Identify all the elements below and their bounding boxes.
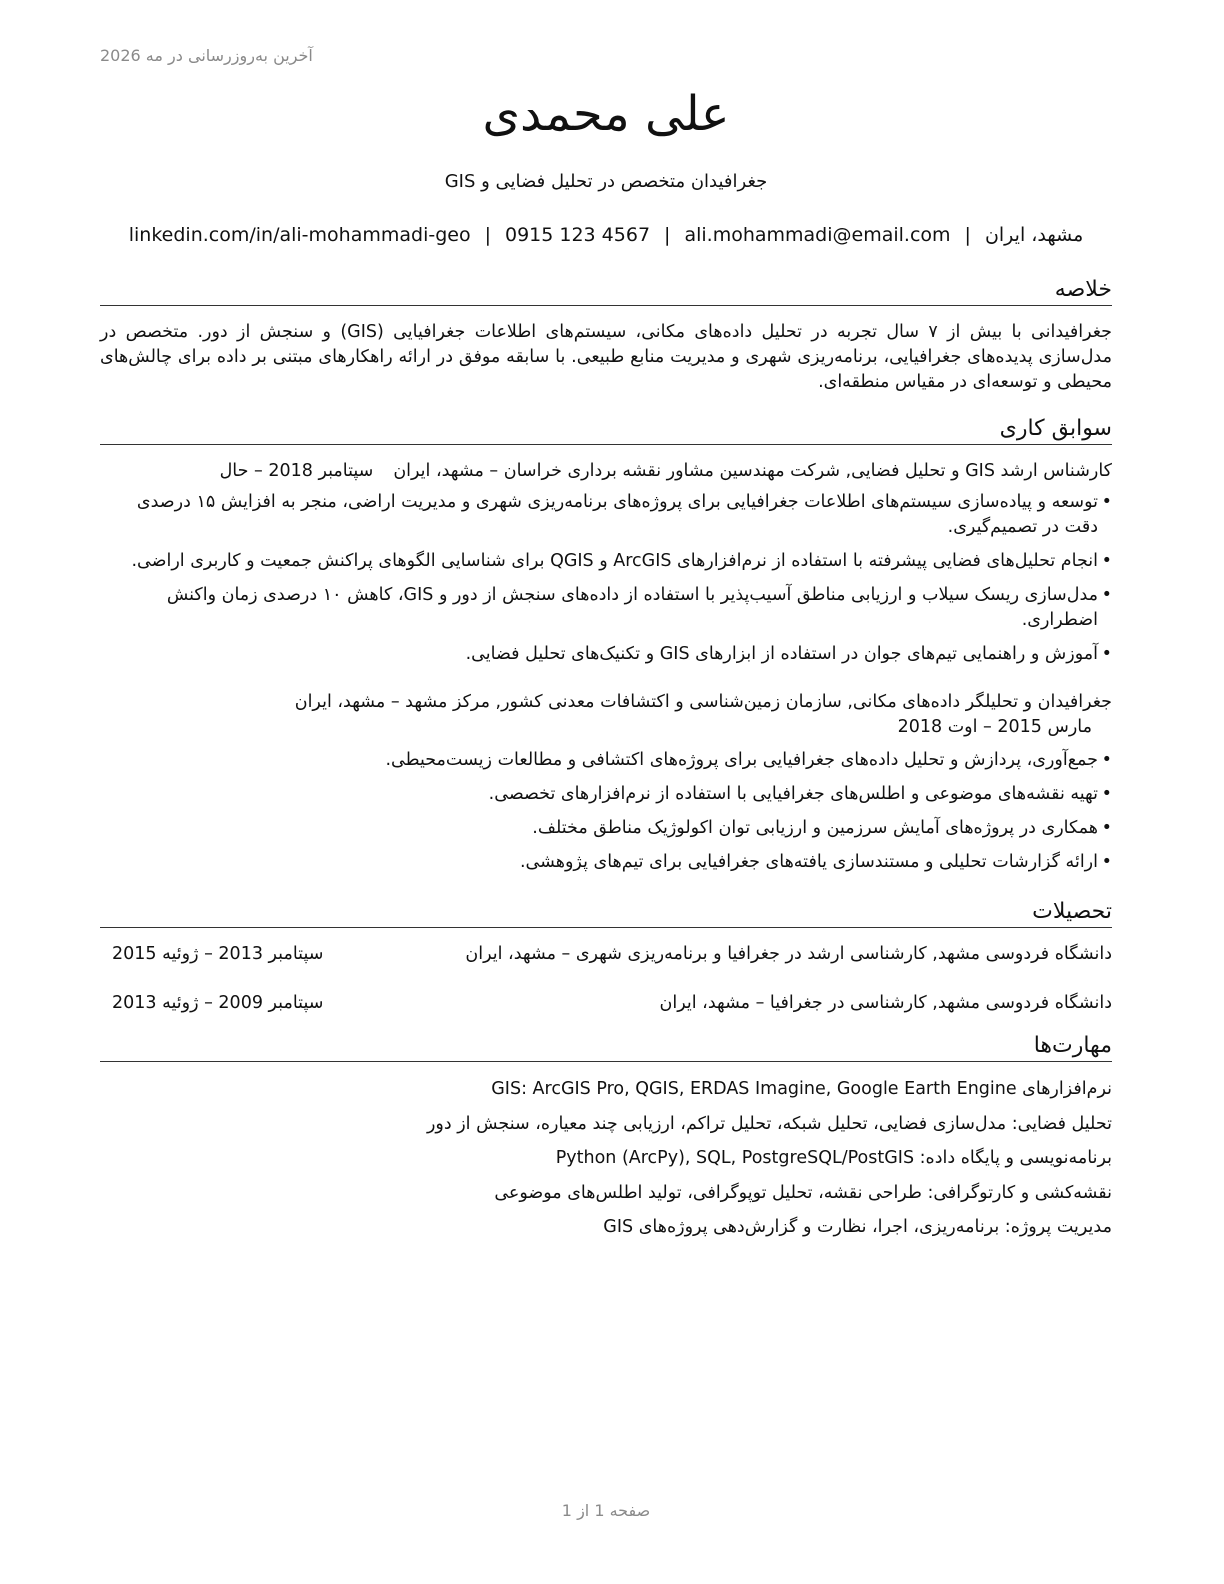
job-bullets — [100, 748, 1112, 884]
education-text: دانشگاه فردوسی مشهد, کارشناسی در جغرافیا – مشهد، ایران — [659, 993, 1112, 1013]
job-bullet: • همکاری در پروژه‌های آمایش سرزمین و ارزیابی توان اکولوژیک مناطق مختلف. — [100, 816, 1112, 841]
job-bullet: • تهیه نقشه‌های موضوعی و اطلس‌های جغرافیایی با استفاده از نرم‌افزارهای تخصصی. — [100, 782, 1112, 807]
job-bullet: • جمع‌آوری، پردازش و تحلیل داده‌های جغرافیایی برای پروژه‌های اکتشافی و مطالعات زیست‌محیطی. — [100, 748, 1112, 773]
last-updated: آخرین به‌روزرسانی در مه 2026 — [100, 46, 313, 65]
skill-item: نقشه‌کشی و کارتوگرافی: طراحی نقشه، تحلیل توپوگرافی، تولید اطلس‌های موضوعی — [494, 1183, 1112, 1203]
job-bullet: • مدل‌سازی ریسک سیلاب و ارزیابی مناطق آسیب‌پذیر با استفاده از داده‌های سنجش از دور و GIS، کاهش ۱۰ درصدی زمان واکنش اضطراری. — [100, 583, 1112, 633]
job-bullet: • توسعه و پیاده‌سازی سیستم‌های اطلاعات جغرافیایی برای پروژه‌های برنامه‌ریزی شهری و مدیریت اراضی، منجر به افزایش ۱۵ درصدی دقت در تصمیم‌گیری. — [100, 490, 1112, 540]
job-heading — [100, 459, 1112, 484]
job-heading — [100, 690, 1112, 740]
contact-separator: | — [484, 224, 491, 246]
job-bullet: • انجام تحلیل‌های فضایی پیشرفته با استفاده از نرم‌افزارهای ArcGIS و QGIS برای شناسایی الگوهای پراکنش جمعیت و کاربری اراضی. — [100, 549, 1112, 574]
experience-heading: سوابق کاری — [100, 415, 1112, 445]
contact-phone[interactable]: 0915 123 4567 — [504, 224, 651, 246]
skill-item: مدیریت پروژه: برنامه‌ریزی، اجرا، نظارت و گزارش‌دهی پروژه‌های GIS — [603, 1217, 1112, 1237]
education-date: سپتامبر 2013 – ژوئیه 2015 — [112, 944, 324, 964]
contact-email[interactable]: ali.mohammadi@email.com — [684, 224, 951, 246]
contact-location: مشهد، ایران — [984, 224, 1084, 246]
contact-linkedin[interactable]: linkedin.com/in/ali-mohammadi-geo — [128, 224, 471, 246]
education-text: دانشگاه فردوسی مشهد, کارشناسی ارشد در جغرافیا و برنامه‌ریزی شهری – مشهد، ایران — [465, 944, 1112, 964]
job-date: سپتامبر 2018 – حال — [219, 461, 374, 481]
summary-heading: خلاصه — [100, 276, 1112, 306]
skills-heading: مهارت‌ها — [100, 1032, 1112, 1062]
contact-line — [100, 224, 1112, 246]
education-item — [100, 991, 1112, 1016]
skill-item: برنامه‌نویسی و پایگاه داده: Python (ArcPy), SQL, PostgreSQL/PostGIS — [555, 1148, 1112, 1168]
job-date: مارس 2015 – اوت 2018 — [897, 717, 1092, 737]
skill-item: نرم‌افزارهای GIS: ArcGIS Pro, QGIS, ERDAS Imagine, Google Earth Engine — [491, 1079, 1112, 1099]
person-name: علی محمدی — [482, 86, 730, 142]
resume-page — [100, 0, 1112, 1584]
job-bullet: • ارائه گزارشات تحلیلی و مستندسازی یافته‌های جغرافیایی برای تیم‌های پژوهشی. — [100, 850, 1112, 875]
skill-item: تحلیل فضایی: مدل‌سازی فضایی، تحلیل شبکه، تحلیل تراکم، ارزیابی چند معیاره، سنجش از دور — [426, 1114, 1112, 1134]
page-number: صفحه 1 از 1 — [561, 1501, 651, 1520]
job-title: کارشناس ارشد GIS و تحلیل فضایی, شرکت مهندسین مشاور نقشه برداری خراسان – مشهد، ایران — [393, 461, 1112, 481]
job-bullets — [100, 490, 1112, 676]
summary-text: جغرافیدانی با بیش از ۷ سال تجربه در تحلیل داده‌های مکانی، سیستم‌های اطلاعات جغرافیایی (GIS) و سنجش از دور. متخصص در مدل‌سازی پدیده‌های جغرافیایی، برنامه‌ریزی شهری و مدیریت منابع طبیعی. با سابقه موفق در ارائه راهکارهای مبتنی بر داده برای چالش‌های محیطی و توسعه‌ای در مقیاس منطقه‌ای. — [100, 322, 1112, 392]
job-bullet: • آموزش و راهنمایی تیم‌های جوان در استفاده از ابزارهای GIS و تکنیک‌های تحلیل فضایی. — [100, 642, 1112, 667]
education-item — [100, 942, 1112, 967]
job-title: جغرافیدان و تحلیلگر داده‌های مکانی, سازمان زمین‌شناسی و اکتشافات معدنی کشور, مرکز مشهد – مشهد، ایران — [294, 692, 1112, 712]
education-date: سپتامبر 2009 – ژوئیه 2013 — [112, 993, 324, 1013]
tagline: جغرافیدان متخصص در تحلیل فضایی و GIS — [444, 171, 768, 192]
contact-separator: | — [664, 224, 671, 246]
contact-separator: | — [964, 224, 971, 246]
education-heading: تحصیلات — [100, 898, 1112, 928]
